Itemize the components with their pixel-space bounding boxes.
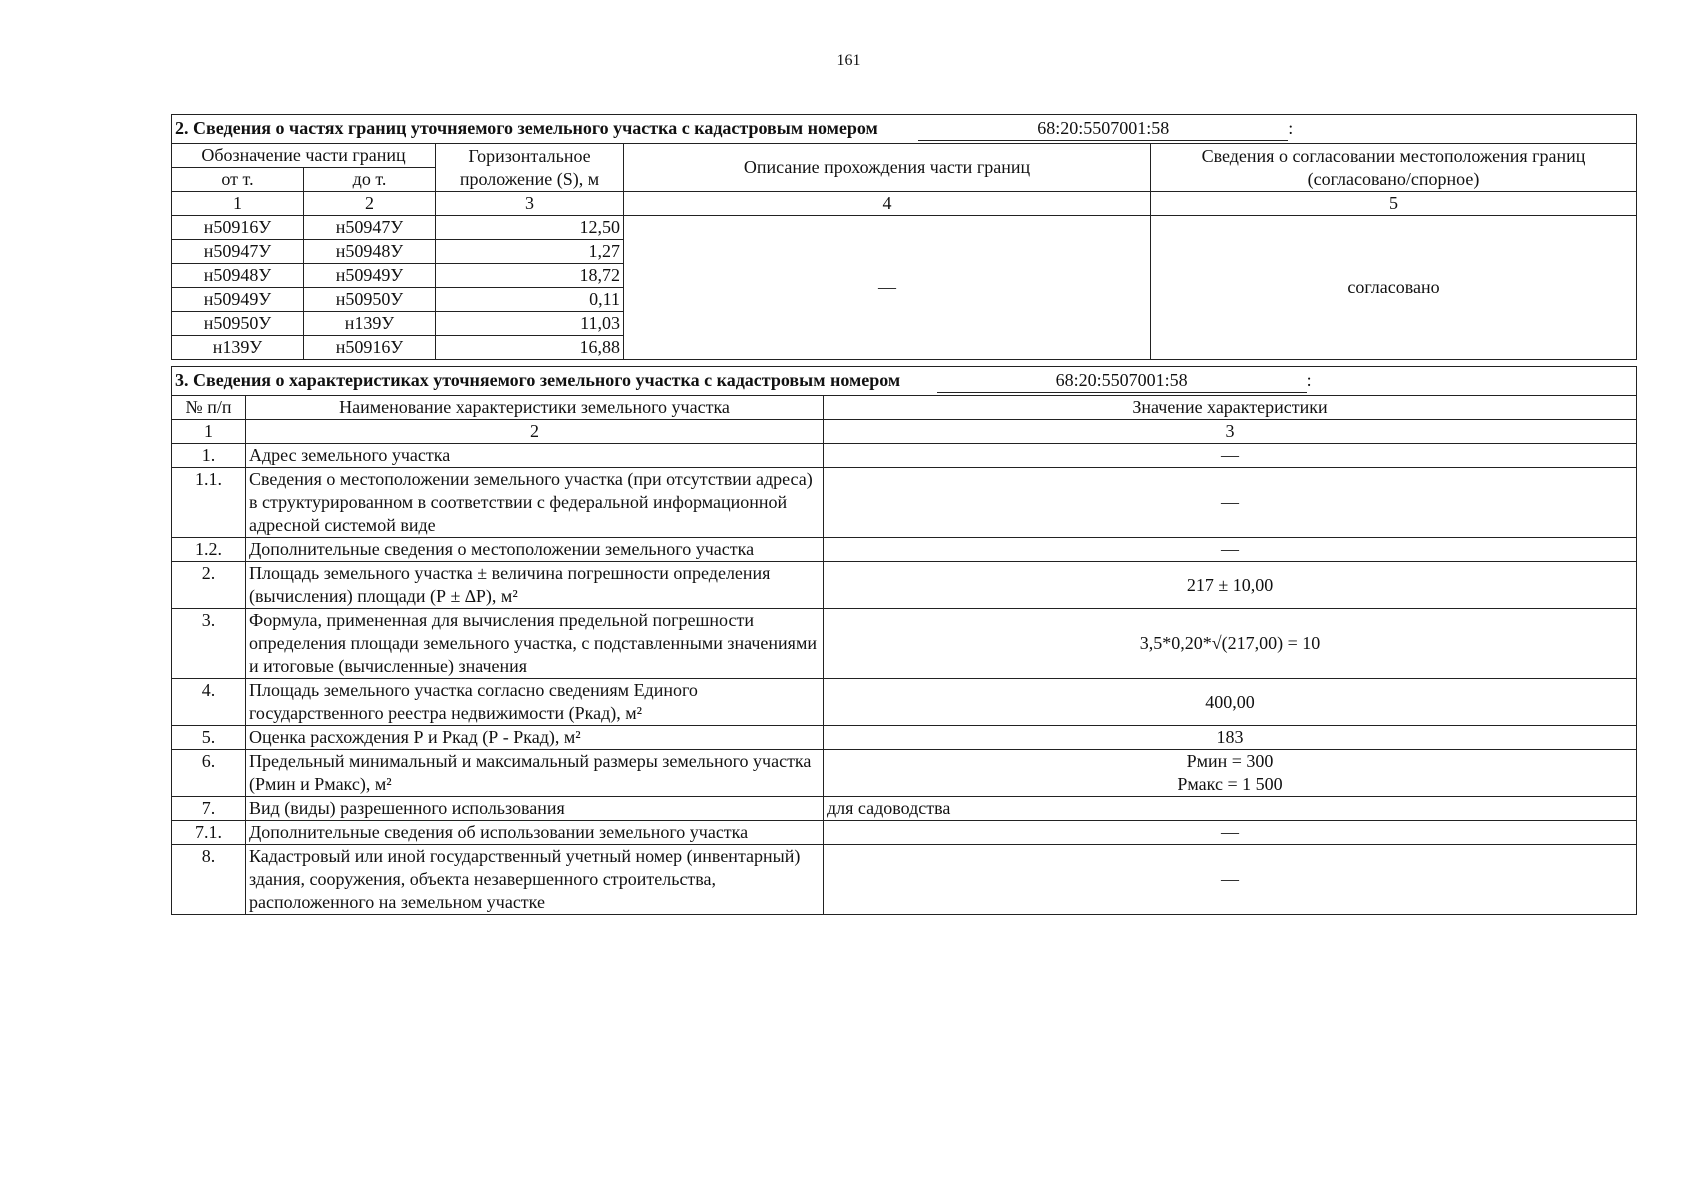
to-point: н139У: [304, 312, 436, 336]
row-num: 1.1.: [172, 468, 246, 538]
to-point: н50947У: [304, 216, 436, 240]
section-3-colon: :: [1306, 370, 1312, 390]
col-number: 4: [624, 192, 1151, 216]
row-value: —: [824, 821, 1637, 845]
header-from: от т.: [172, 168, 304, 192]
to-point: н50916У: [304, 336, 436, 360]
length-value: 16,88: [436, 336, 624, 360]
row-name: Сведения о местоположении земельного участка (при отсутствии адреса) в структурированном в соответствии с федеральной информационной адресной системой виде: [246, 468, 824, 538]
row-value: 217 ± 10,00: [824, 562, 1637, 609]
row-value: —: [824, 538, 1637, 562]
header-name: Наименование характеристики земельного участка: [246, 396, 824, 420]
row-num: 1.2.: [172, 538, 246, 562]
row-name: Формула, примененная для вычисления предельной погрешности определения площади земельного участка, с подставленными значениями и итоговые (вычисленные) значения: [246, 609, 824, 679]
row-num: 8.: [172, 845, 246, 915]
col-number: 2: [246, 420, 824, 444]
header-description: Описание прохождения части границ: [624, 144, 1151, 192]
row-value: 183: [824, 726, 1637, 750]
header-row: [172, 396, 1637, 420]
from-point: н50947У: [172, 240, 304, 264]
from-point: н50950У: [172, 312, 304, 336]
table-row: [172, 821, 1637, 845]
column-numbers-row: [172, 192, 1637, 216]
row-name: Оценка расхождения Р и Ркад (Р - Ркад), м²: [246, 726, 824, 750]
section-2-title-row: [172, 115, 1637, 144]
table-row: [172, 679, 1637, 726]
row-name: Дополнительные сведения об использовании земельного участка: [246, 821, 824, 845]
header-horizontal: Горизонтальное проложение (S), м: [436, 144, 624, 192]
row-num: 7.: [172, 797, 246, 821]
to-point: н50948У: [304, 240, 436, 264]
characteristics-table: [171, 366, 1637, 915]
length-value: 1,27: [436, 240, 624, 264]
boundary-parts-table: [171, 114, 1637, 360]
section-3-title: 3. Сведения о характеристиках уточняемого земельного участка с кадастровым номером: [175, 370, 901, 390]
table-row: [172, 444, 1637, 468]
page-number: 161: [836, 52, 861, 69]
table-row: [172, 562, 1637, 609]
table-row: [172, 609, 1637, 679]
section-2-colon: :: [1288, 118, 1294, 138]
row-value: 400,00: [824, 679, 1637, 726]
header-value: Значение характеристики: [824, 396, 1637, 420]
from-point: н50949У: [172, 288, 304, 312]
to-point: н50950У: [304, 288, 436, 312]
header-part-designation: Обозначение части границ: [172, 144, 436, 168]
length-value: 18,72: [436, 264, 624, 288]
row-name: Адрес земельного участка: [246, 444, 824, 468]
row-name: Вид (виды) разрешенного использования: [246, 797, 824, 821]
row-name: Предельный минимальный и максимальный размеры земельного участка (Рмин и Рмакс), м²: [246, 750, 824, 797]
table-row: [172, 797, 1637, 821]
row-name: Дополнительные сведения о местоположении земельного участка: [246, 538, 824, 562]
description-value: —: [624, 216, 1151, 360]
length-value: 12,50: [436, 216, 624, 240]
length-value: 11,03: [436, 312, 624, 336]
from-point: н139У: [172, 336, 304, 360]
row-name: Площадь земельного участка ± величина погрешности определения (вычисления) площади (Р ± ∆Р), м²: [246, 562, 824, 609]
col-number: 3: [824, 420, 1637, 444]
agreement-value: согласовано: [1151, 216, 1637, 360]
max-size-value: Рмакс = 1 500: [1177, 774, 1283, 794]
row-num: 3.: [172, 609, 246, 679]
section-2-cadastral-number: 68:20:5507001:58: [918, 117, 1288, 141]
section-2-boundary-parts: [171, 114, 1636, 360]
row-num: 6.: [172, 750, 246, 797]
col-number: 2: [304, 192, 436, 216]
length-value: 0,11: [436, 288, 624, 312]
row-name: Кадастровый или иной государственный учетный номер (инвентарный) здания, сооружения, объекта незавершенного строительства, расположенного на земельном участке: [246, 845, 824, 915]
col-number: 3: [436, 192, 624, 216]
from-point: н50916У: [172, 216, 304, 240]
row-value: —: [824, 845, 1637, 915]
row-num: 5.: [172, 726, 246, 750]
column-numbers-row: [172, 420, 1637, 444]
table-row: [172, 538, 1637, 562]
row-name: Площадь земельного участка согласно сведениям Единого государственного реестра недвижимости (Ркад), м²: [246, 679, 824, 726]
table-row: [172, 216, 1637, 240]
row-num: 7.1.: [172, 821, 246, 845]
to-point: н50949У: [304, 264, 436, 288]
min-size-value: Рмин = 300: [1186, 751, 1274, 771]
table-row: [172, 726, 1637, 750]
row-value: —: [824, 444, 1637, 468]
header-num: № п/п: [172, 396, 246, 420]
table-row: [172, 468, 1637, 538]
col-number: 1: [172, 192, 304, 216]
section-2-title: 2. Сведения о частях границ уточняемого земельного участка с кадастровым номером: [175, 118, 878, 138]
header-row-1: [172, 144, 1637, 168]
row-value-pair: [824, 750, 1637, 797]
section-3-cadastral-number: 68:20:5507001:58: [937, 369, 1307, 393]
row-num: 1.: [172, 444, 246, 468]
table-row: [172, 750, 1637, 797]
row-num: 4.: [172, 679, 246, 726]
from-point: н50948У: [172, 264, 304, 288]
section-3-characteristics: [171, 366, 1636, 915]
header-to: до т.: [304, 168, 436, 192]
row-value: 3,5*0,20*√(217,00) = 10: [824, 609, 1637, 679]
row-num: 2.: [172, 562, 246, 609]
table-row: [172, 845, 1637, 915]
row-value: для садоводства: [824, 797, 1637, 821]
col-number: 5: [1151, 192, 1637, 216]
col-number: 1: [172, 420, 246, 444]
header-agreement: Сведения о согласовании местоположения границ (согласовано/спорное): [1151, 144, 1637, 192]
row-value: —: [824, 468, 1637, 538]
section-3-title-row: [172, 367, 1637, 396]
